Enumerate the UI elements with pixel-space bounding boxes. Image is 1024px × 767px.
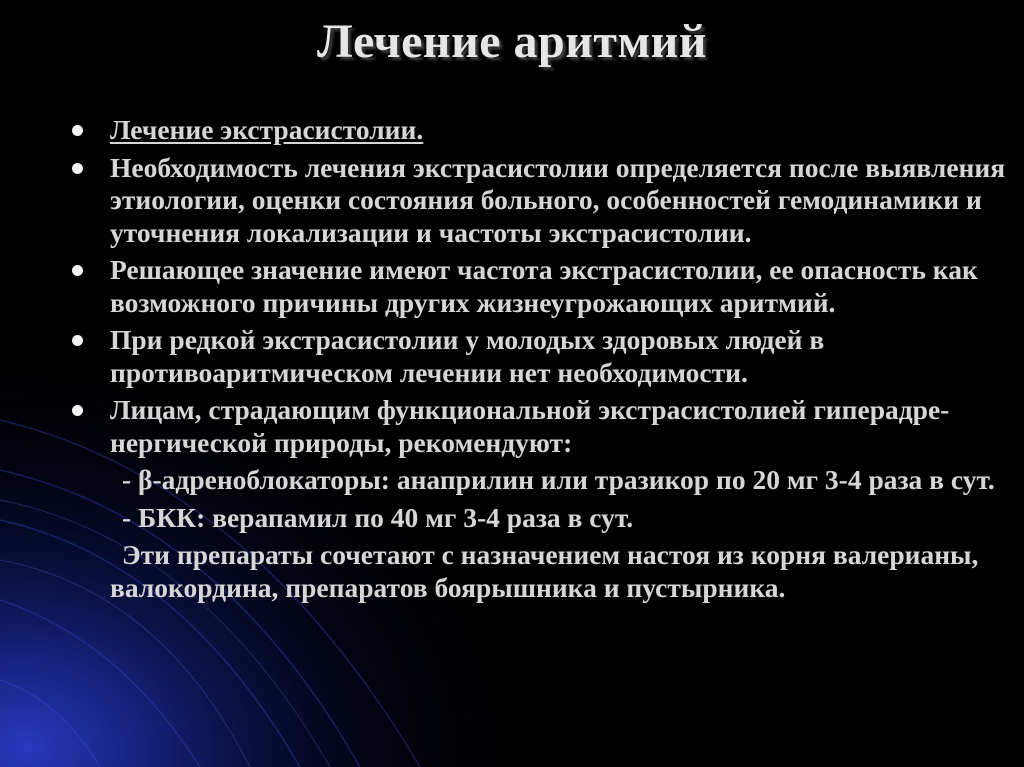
sub-item <box>70 539 1010 604</box>
bullet-dot-icon <box>72 265 83 276</box>
bullet-text: Лицам, страдающим функциональной экстрасистолией гиперадре-нергической природы, рекомендуют: <box>110 394 950 458</box>
bullet-text: Необходимость лечения экстрасистолии определяется после выявления этиологии, оценки состояния больного, особенностей гемодинамики и уточнения локализации и частоты экстрасистолии. <box>110 151 1006 248</box>
bullet-dot-icon <box>72 125 83 136</box>
sub-item-text: - β-адреноблокаторы: анаприлин или тразикор по 20 мг 3-4 раза в сут. <box>122 464 995 495</box>
slide-title: Лечение аритмий <box>317 15 707 68</box>
sub-item-lead: Эти препараты сочетают с назначением настоя из корня валерианы, валокордина, препаратов боярышника и пустырника. <box>110 539 979 603</box>
bullet-dot-icon <box>72 163 83 174</box>
sub-item <box>70 464 1010 497</box>
sub-item <box>70 502 1010 535</box>
bullet-dot-icon <box>72 335 83 346</box>
bullet-item <box>70 152 1010 250</box>
bullet-text: При редкой экстрасистолии у молодых здоровых людей в противоаритмическом лечении нет необходимости. <box>110 324 825 388</box>
sub-item-text: - БКК: верапамил по 40 мг 3-4 раза в сут. <box>122 501 634 533</box>
sub-item-text <box>110 539 1010 604</box>
bullet-item <box>70 394 1010 459</box>
bullet-dot-icon <box>72 405 83 416</box>
bullet-text: Лечение экстрасистолии. <box>110 114 424 145</box>
bullet-item <box>70 324 1010 389</box>
slide-content <box>70 114 1010 604</box>
bullet-item <box>70 254 1010 319</box>
bullet-item <box>70 114 1010 147</box>
bullet-text: Решающее значение имеют частота экстрасистолии, ее опасность как возможного причины других жизнеугрожающих аритмий. <box>110 254 978 318</box>
